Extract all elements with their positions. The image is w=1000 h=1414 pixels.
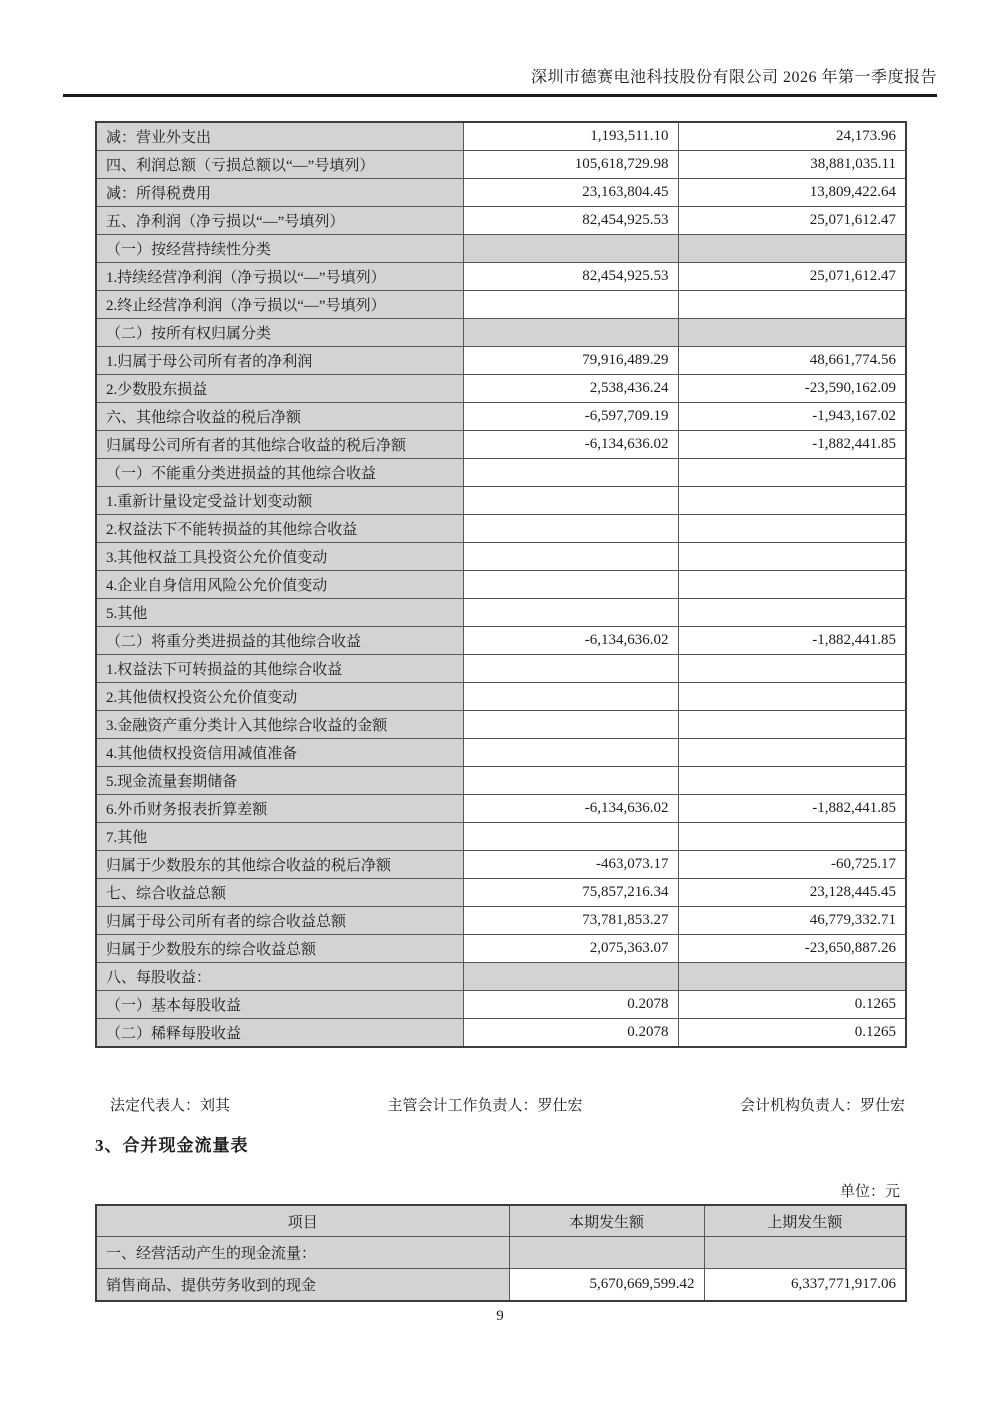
legal-representative-label: 法定代表人：刘其 (110, 1098, 231, 1114)
table-row (96, 907, 906, 935)
table-row (96, 795, 906, 823)
row-label: 2.其他债权投资公允价值变动 (96, 683, 463, 711)
row-label: （二）稀释每股收益 (96, 1019, 463, 1048)
table-row (96, 571, 906, 599)
column-header: 项目 (96, 1205, 509, 1237)
row-value-previous (678, 599, 906, 627)
table-row (96, 375, 906, 403)
table-row (96, 823, 906, 851)
table-row (96, 879, 906, 907)
row-value-current (463, 739, 678, 767)
row-value-current: -6,597,709.19 (463, 403, 678, 431)
row-label: 1.权益法下可转损益的其他综合收益 (96, 655, 463, 683)
table-row (96, 487, 906, 515)
chief-accountant-label: 主管会计工作负责人：罗仕宏 (387, 1098, 583, 1114)
row-value-previous (678, 767, 906, 795)
table-row (96, 459, 906, 487)
table-row (96, 515, 906, 543)
row-label: 销售商品、提供劳务收到的现金 (96, 1269, 509, 1302)
row-value-previous: 25,071,612.47 (678, 207, 906, 235)
table-row (96, 235, 906, 263)
row-value-previous (678, 571, 906, 599)
row-value-previous: 0.1265 (678, 1019, 906, 1048)
row-value-current (463, 599, 678, 627)
row-value-current (463, 319, 678, 347)
table-row (96, 543, 906, 571)
row-value-previous: 0.1265 (678, 991, 906, 1019)
row-label: 3.金融资产重分类计入其他综合收益的金额 (96, 711, 463, 739)
row-value-current (463, 655, 678, 683)
table-row (96, 599, 906, 627)
row-value-current (509, 1237, 704, 1269)
row-label: 归属于母公司所有者的综合收益总额 (96, 907, 463, 935)
table-row (96, 1019, 906, 1048)
table-row (96, 655, 906, 683)
row-value-current: -463,073.17 (463, 851, 678, 879)
row-value-previous (704, 1237, 906, 1269)
row-label: 4.企业自身信用风险公允价值变动 (96, 571, 463, 599)
row-value-previous (678, 683, 906, 711)
row-value-previous (678, 291, 906, 319)
row-value-previous (678, 487, 906, 515)
table-row (96, 851, 906, 879)
row-label: 归属于少数股东的综合收益总额 (96, 935, 463, 963)
section-title: 3、合并现金流量表 (95, 1136, 249, 1155)
row-value-current: 1,193,511.10 (463, 122, 678, 151)
row-value-current: 82,454,925.53 (463, 207, 678, 235)
row-value-current (463, 963, 678, 991)
cash-flow-table (95, 1204, 907, 1302)
row-label: （一）按经营持续性分类 (96, 235, 463, 263)
table-row (96, 935, 906, 963)
row-label: 1.持续经营净利润（净亏损以“—”号填列） (96, 263, 463, 291)
row-label: 2.少数股东损益 (96, 375, 463, 403)
row-value-current: 2,075,363.07 (463, 935, 678, 963)
row-value-current (463, 823, 678, 851)
row-label: 6.外币财务报表折算差额 (96, 795, 463, 823)
table-row (96, 122, 906, 151)
row-label: 5.现金流量套期储备 (96, 767, 463, 795)
row-label: 七、综合收益总额 (96, 879, 463, 907)
row-value-previous (678, 823, 906, 851)
row-value-previous: -1,882,441.85 (678, 627, 906, 655)
row-label: 减：所得税费用 (96, 179, 463, 207)
row-label: （一）不能重分类进损益的其他综合收益 (96, 459, 463, 487)
row-value-previous: 23,128,445.45 (678, 879, 906, 907)
row-value-previous: -1,882,441.85 (678, 795, 906, 823)
table-row (96, 1269, 906, 1302)
column-header: 上期发生额 (704, 1205, 906, 1237)
row-value-current: 75,857,216.34 (463, 879, 678, 907)
row-value-previous: 6,337,771,917.06 (704, 1269, 906, 1302)
column-header: 本期发生额 (509, 1205, 704, 1237)
row-value-previous: 38,881,035.11 (678, 151, 906, 179)
row-value-previous: -23,650,887.26 (678, 935, 906, 963)
table-row (96, 1237, 906, 1269)
row-label: 4.其他债权投资信用减值准备 (96, 739, 463, 767)
row-value-previous (678, 655, 906, 683)
unit-label: 单位：元 (839, 1184, 900, 1200)
table-row (96, 347, 906, 375)
row-value-previous: -60,725.17 (678, 851, 906, 879)
row-value-previous: -1,943,167.02 (678, 403, 906, 431)
table-row (96, 739, 906, 767)
row-value-previous (678, 711, 906, 739)
row-label: 一、经营活动产生的现金流量： (96, 1237, 509, 1269)
row-value-current (463, 711, 678, 739)
page-number: 9 (496, 1308, 504, 1324)
table-row (96, 291, 906, 319)
row-label: 八、每股收益： (96, 963, 463, 991)
report-title: 深圳市德赛电池科技股份有限公司 2026 年第一季度报告 (530, 69, 937, 86)
row-value-current: 0.2078 (463, 1019, 678, 1048)
row-label: （二）按所有权归属分类 (96, 319, 463, 347)
row-value-current: 23,163,804.45 (463, 179, 678, 207)
table-row (96, 683, 906, 711)
table-row (96, 403, 906, 431)
row-label: 五、净利润（净亏损以“—”号填列） (96, 207, 463, 235)
table-row (96, 207, 906, 235)
accounting-department-head-label: 会计机构负责人：罗仕宏 (739, 1098, 905, 1114)
row-value-previous (678, 963, 906, 991)
row-label: 5.其他 (96, 599, 463, 627)
row-label: 1.重新计量设定受益计划变动额 (96, 487, 463, 515)
signature-row (110, 1094, 905, 1115)
row-value-current (463, 459, 678, 487)
row-value-previous: -23,590,162.09 (678, 375, 906, 403)
table-row (96, 711, 906, 739)
row-label: 1.归属于母公司所有者的净利润 (96, 347, 463, 375)
row-value-previous: 46,779,332.71 (678, 907, 906, 935)
row-label: 减：营业外支出 (96, 122, 463, 151)
row-value-current (463, 515, 678, 543)
row-label: 归属母公司所有者的其他综合收益的税后净额 (96, 431, 463, 459)
row-value-current: -6,134,636.02 (463, 795, 678, 823)
row-label: 四、利润总额（亏损总额以“—”号填列） (96, 151, 463, 179)
row-label: 归属于少数股东的其他综合收益的税后净额 (96, 851, 463, 879)
row-value-current: 79,916,489.29 (463, 347, 678, 375)
row-label: （二）将重分类进损益的其他综合收益 (96, 627, 463, 655)
table-row (96, 319, 906, 347)
row-value-previous: -1,882,441.85 (678, 431, 906, 459)
table-row (96, 431, 906, 459)
row-value-current (463, 235, 678, 263)
row-value-current (463, 291, 678, 319)
row-value-current (463, 543, 678, 571)
table-row (96, 179, 906, 207)
row-value-current (463, 767, 678, 795)
row-label: 3.其他权益工具投资公允价值变动 (96, 543, 463, 571)
row-value-previous: 24,173.96 (678, 122, 906, 151)
row-value-current (463, 487, 678, 515)
row-value-current: 5,670,669,599.42 (509, 1269, 704, 1302)
row-value-previous: 13,809,422.64 (678, 179, 906, 207)
row-value-previous (678, 235, 906, 263)
row-value-previous (678, 515, 906, 543)
table-row (96, 263, 906, 291)
row-label: （一）基本每股收益 (96, 991, 463, 1019)
row-label: 2.终止经营净利润（净亏损以“—”号填列） (96, 291, 463, 319)
header-row (96, 1205, 906, 1237)
table-row (96, 151, 906, 179)
table-row (96, 767, 906, 795)
page-header (63, 64, 937, 97)
row-value-current: 2,538,436.24 (463, 375, 678, 403)
row-value-current (463, 683, 678, 711)
table-row (96, 627, 906, 655)
table-row (96, 963, 906, 991)
row-value-current (463, 571, 678, 599)
row-value-current: -6,134,636.02 (463, 431, 678, 459)
row-value-previous (678, 319, 906, 347)
row-value-previous (678, 739, 906, 767)
row-value-current: 73,781,853.27 (463, 907, 678, 935)
income-statement-table (95, 121, 907, 1048)
table-row (96, 991, 906, 1019)
row-value-current: 0.2078 (463, 991, 678, 1019)
row-value-previous: 48,661,774.56 (678, 347, 906, 375)
row-value-previous (678, 459, 906, 487)
row-value-current: 105,618,729.98 (463, 151, 678, 179)
row-value-current: 82,454,925.53 (463, 263, 678, 291)
row-value-current: -6,134,636.02 (463, 627, 678, 655)
row-label: 六、其他综合收益的税后净额 (96, 403, 463, 431)
row-value-previous (678, 543, 906, 571)
row-label: 7.其他 (96, 823, 463, 851)
row-value-previous: 25,071,612.47 (678, 263, 906, 291)
row-label: 2.权益法下不能转损益的其他综合收益 (96, 515, 463, 543)
